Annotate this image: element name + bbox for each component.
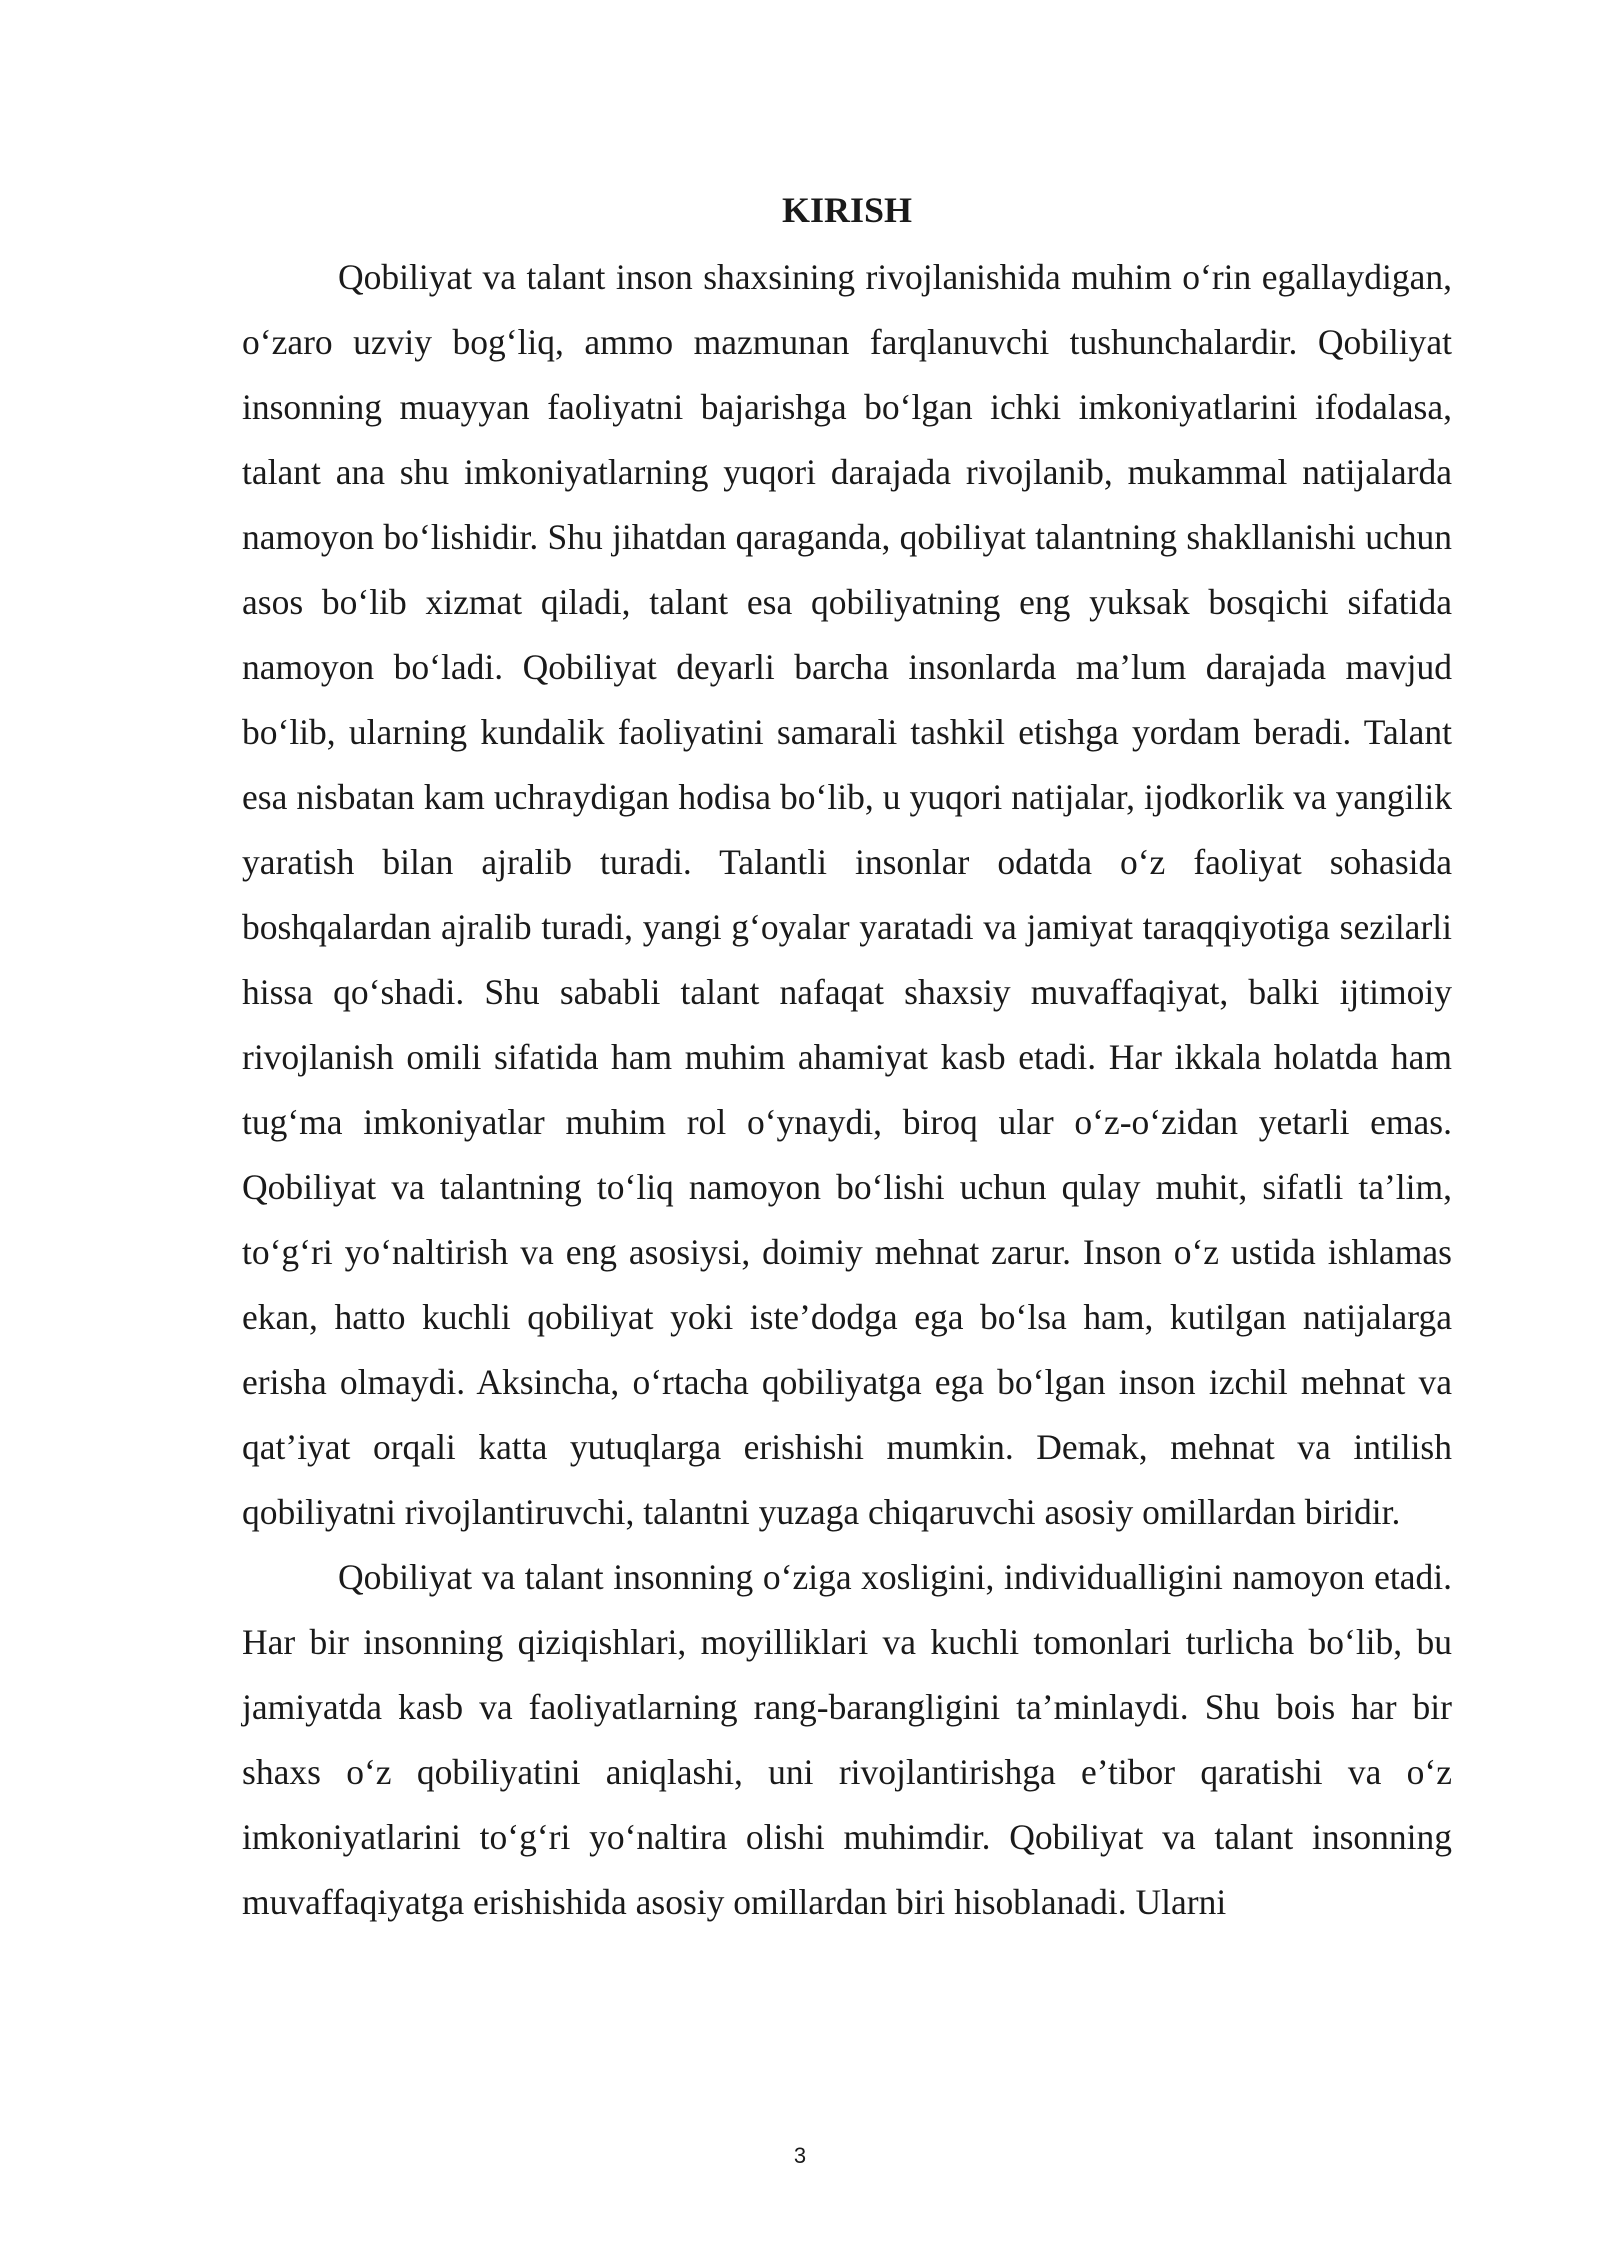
paragraph-2: Qobiliyat va talant insonning o‘ziga xosligini, individualligini namoyon etadi. Har bir insonning qiziqishlari, moyilliklari va kuchli tomonlari turlicha bo‘lib, bu jamiyatda kasb va faoliyatlarning rang-barangligini ta’minlaydi. Shu bois har bir shaxs o‘z qobiliyatini aniqlashi, uni rivojlantirishga e’tibor qaratishi va o‘z imkoniyatlarini to‘g‘ri yo‘naltira olishi muhimdir. Qobiliyat va talant insonning muvaffaqiyatga erishishida asosiy omillardan biri hisoblanadi. Ularni [242, 1557, 1452, 1922]
paragraph-1: Qobiliyat va talant inson shaxsining rivojlanishida muhim o‘rin egallaydigan, o‘zaro uzviy bog‘liq, ammo mazmunan farqlanuvchi tushunchalardir. Qobiliyat insonning muayyan faoliyatni bajarishga bo‘lgan ichki imkoniyatlarini ifodalasa, talant ana shu imkoniyatlarning yuqori darajada rivojlanib, mukammal natijalarda namoyon bo‘lishidir. Shu jihatdan qaraganda, qobiliyat talantning shakllanishi uchun asos bo‘lib xizmat qiladi, talant esa qobiliyatning eng yuksak bosqichi sifatida namoyon bo‘ladi. Qobiliyat deyarli barcha insonlarda ma’lum darajada mavjud bo‘lib, ularning kundalik faoliyatini samarali tashkil etishga yordam beradi. Talant esa nisbatan kam uchraydigan hodisa bo‘lib, u yuqori natijalar, ijodkorlik va yangilik yaratish bilan ajralib turadi. Talantli insonlar odatda o‘z faoliyat sohasida boshqalardan ajralib turadi, yangi g‘oyalar yaratadi va jamiyat taraqqiyotiga sezilarli hissa qo‘shadi. Shu sababli talant nafaqat shaxsiy muvaffaqiyat, balki ijtimoiy rivojlanish omili sifatida ham muhim ahamiyat kasb etadi. Har ikkala holatda ham tug‘ma imkoniyatlar muhim rol o‘ynaydi, biroq ular o‘z-o‘zidan yetarli emas. Qobiliyat va talantning to‘liq namoyon bo‘lishi uchun qulay muhit, sifatli ta’lim, to‘g‘ri yo‘naltirish va eng asosiysi, doimiy mehnat zarur. Inson o‘z ustida ishlamas ekan, hatto kuchli qobiliyat yoki iste’dodga ega bo‘lsa ham, kutilgan natijalarga erisha olmaydi. Aksincha, o‘rtacha qobiliyatga ega bo‘lgan inson izchil mehnat va qat’iyat orqali katta yutuqlarga erishishi mumkin. Demak, mehnat va intilish qobiliyatni rivojlantiruvchi, talantni yuzaga chiqaruvchi asosiy omillardan biridir. [242, 257, 1452, 1532]
page-content [242, 190, 1452, 1935]
page-number: 3 [793, 2143, 807, 2168]
section-heading: KIRISH [781, 190, 913, 230]
